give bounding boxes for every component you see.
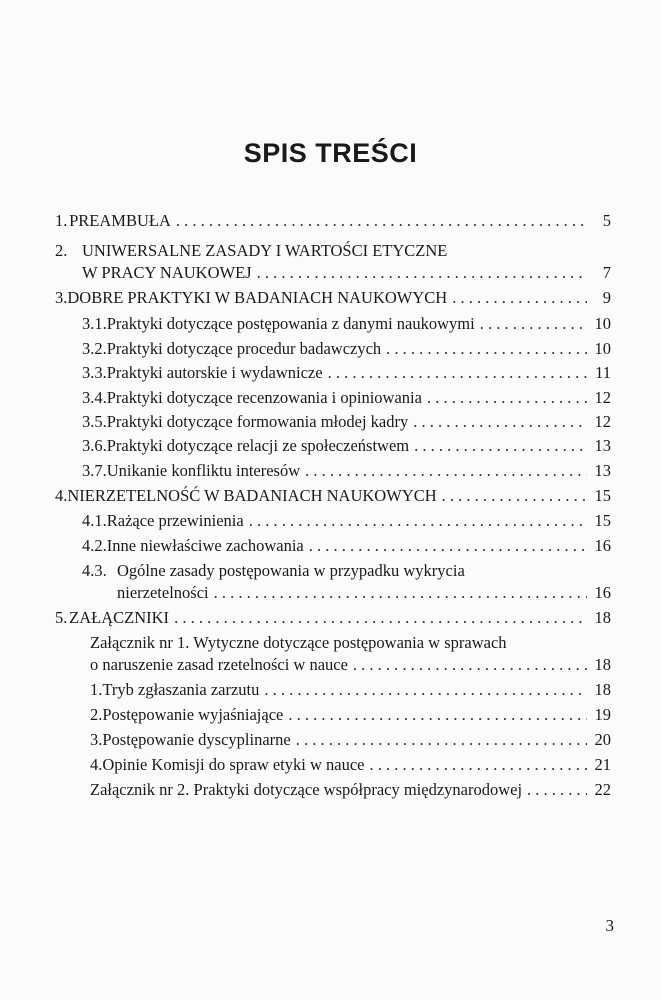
toc-label: DOBRE PRAKTYKI W BADANIACH NAUKOWYCH — [67, 288, 448, 307]
toc-label-continued: W PRACY NAUKOWEJ — [82, 263, 252, 282]
toc-label: Praktyki dotyczące procedur badawczych — [106, 339, 382, 358]
leader-dots — [174, 607, 587, 629]
toc-number: 3.7. — [82, 461, 107, 480]
leader-dots — [480, 313, 587, 335]
toc-number: 4. — [55, 486, 68, 505]
leader-dots — [176, 210, 587, 232]
toc-entry-3-5[interactable] — [82, 411, 611, 433]
toc-entry-annex-1-3[interactable] — [90, 729, 611, 751]
leader-dots — [309, 535, 587, 557]
leader-dots — [328, 362, 587, 384]
leader-dots — [370, 754, 588, 776]
toc-entry-5[interactable] — [55, 607, 611, 629]
toc-label: NIERZETELNOŚĆ W BADANIACH NAUKOWYCH — [67, 486, 437, 505]
toc-number: 3.6. — [82, 436, 107, 455]
toc-label: PREAMBUŁA — [69, 211, 171, 230]
leader-dots — [353, 654, 587, 676]
toc-entry-2-continued[interactable] — [82, 262, 611, 284]
leader-dots — [452, 287, 587, 309]
toc-number: 3.2. — [82, 339, 107, 358]
toc-label: Postępowanie wyjaśniające — [102, 705, 284, 724]
toc-number: 1. — [90, 680, 103, 699]
toc-number: 3.3. — [82, 363, 107, 382]
toc-label-continued: o naruszenie zasad rzetelności w nauce — [90, 655, 348, 674]
toc-page: 12 — [594, 412, 611, 431]
toc-page: 21 — [594, 755, 611, 774]
toc-label: UNIWERSALNE ZASADY I WARTOŚCI ETYCZNE — [82, 241, 448, 260]
leader-dots — [264, 679, 587, 701]
toc-label: Załącznik nr 1. Wytyczne dotyczące postępowania w sprawach — [90, 633, 507, 652]
toc-page: 12 — [594, 388, 611, 407]
toc-page: 9 — [602, 288, 611, 307]
toc-page: 15 — [594, 486, 611, 505]
toc-page: 13 — [594, 461, 611, 480]
leader-dots — [305, 460, 587, 482]
leader-dots — [214, 582, 587, 604]
toc-page: 13 — [594, 436, 611, 455]
toc-page: 20 — [594, 730, 611, 749]
toc-page: 7 — [602, 263, 611, 282]
toc-number: 3. — [90, 730, 103, 749]
toc-label: Inne niewłaściwe zachowania — [106, 536, 304, 555]
toc-number: 1. — [55, 211, 68, 230]
leader-dots — [427, 387, 587, 409]
page-title: SPIS TREŚCI — [243, 138, 418, 168]
toc-label: Załącznik nr 2. Praktyki dotyczące współpracy międzynarodowej — [90, 780, 523, 799]
toc-entry-4-2[interactable] — [82, 535, 611, 557]
toc-entry-1[interactable] — [55, 210, 611, 232]
toc-entry-3-2[interactable] — [82, 338, 611, 360]
leader-dots — [442, 485, 587, 507]
toc-label: Tryb zgłaszania zarzutu — [102, 680, 260, 699]
toc-page: 18 — [594, 655, 611, 674]
toc-entry-3[interactable] — [55, 287, 611, 309]
toc-number: 4. — [90, 755, 103, 774]
leader-dots — [296, 729, 587, 751]
toc-label: Postępowanie dyscyplinarne — [102, 730, 291, 749]
toc-label: Ogólne zasady postępowania w przypadku wykrycia — [117, 561, 465, 580]
toc-page: 5 — [602, 211, 611, 230]
toc-number: 3. — [55, 288, 68, 307]
toc-page: 22 — [594, 780, 611, 799]
toc-number: 2. — [90, 705, 103, 724]
toc-label: Opinie Komisji do spraw etyki w nauce — [102, 755, 365, 774]
toc-label: Praktyki autorskie i wydawnicze — [106, 363, 323, 382]
toc-label: Praktyki dotyczące recenzowania i opiniowania — [106, 388, 422, 407]
toc-entry-2[interactable] — [55, 240, 447, 262]
toc-page: 19 — [594, 705, 611, 724]
leader-dots — [249, 510, 587, 532]
toc-label: Rażące przewinienia — [106, 511, 244, 530]
leader-dots — [414, 435, 587, 457]
toc-entry-annex-1[interactable] — [90, 632, 507, 654]
toc-number: 4.2. — [82, 536, 107, 555]
toc-label: Unikanie konfliktu interesów — [106, 461, 301, 480]
toc-entry-annex-2[interactable] — [90, 779, 611, 801]
toc-label: Praktyki dotyczące formowania młodej kadry — [106, 412, 409, 431]
toc-page: 18 — [594, 608, 611, 627]
leader-dots — [527, 779, 587, 801]
toc-page: 18 — [594, 680, 611, 699]
leader-dots — [288, 704, 587, 726]
toc-number: 5. — [55, 608, 68, 627]
toc-label: Praktyki dotyczące relacji ze społeczeństwem — [106, 436, 410, 455]
toc-label: ZAŁĄCZNIKI — [69, 608, 170, 627]
toc-label-continued: nierzetelności — [117, 583, 209, 602]
leader-dots — [413, 411, 587, 433]
toc-number: 3.4. — [82, 388, 107, 407]
toc-page: 16 — [594, 536, 611, 555]
toc-page: 15 — [594, 511, 611, 530]
toc-page: 16 — [594, 583, 611, 602]
toc-page: 10 — [594, 339, 611, 358]
toc-entry-4[interactable] — [55, 485, 611, 507]
toc-entry-3-6[interactable] — [82, 435, 611, 457]
toc-entry-annex-1-4[interactable] — [90, 754, 611, 776]
toc-number: 3.5. — [82, 412, 107, 431]
toc-entry-3-4[interactable] — [82, 387, 611, 409]
toc-entry-4-3[interactable] — [82, 560, 465, 582]
toc-entry-3-1[interactable] — [82, 313, 611, 335]
toc-entry-4-3-continued[interactable] — [117, 582, 611, 604]
toc-number: 4.1. — [82, 511, 107, 530]
toc-entry-annex-1-2[interactable] — [90, 704, 611, 726]
toc-label: Praktyki dotyczące postępowania z danymi naukowymi — [106, 314, 475, 333]
toc-number: 4.3. — [82, 561, 107, 580]
toc-entry-3-3[interactable] — [82, 362, 611, 384]
toc-page: 11 — [595, 363, 611, 382]
leader-dots — [386, 338, 587, 360]
toc-entry-3-7[interactable] — [82, 460, 611, 482]
toc-entry-annex-1-1[interactable] — [90, 679, 611, 701]
toc-number: 2. — [55, 241, 68, 260]
toc-entry-annex-1-continued[interactable] — [90, 654, 611, 676]
leader-dots — [257, 262, 587, 284]
toc-page: 10 — [594, 314, 611, 333]
page-number: 3 — [605, 916, 614, 935]
toc-number: 3.1. — [82, 314, 107, 333]
toc-entry-4-1[interactable] — [82, 510, 611, 532]
